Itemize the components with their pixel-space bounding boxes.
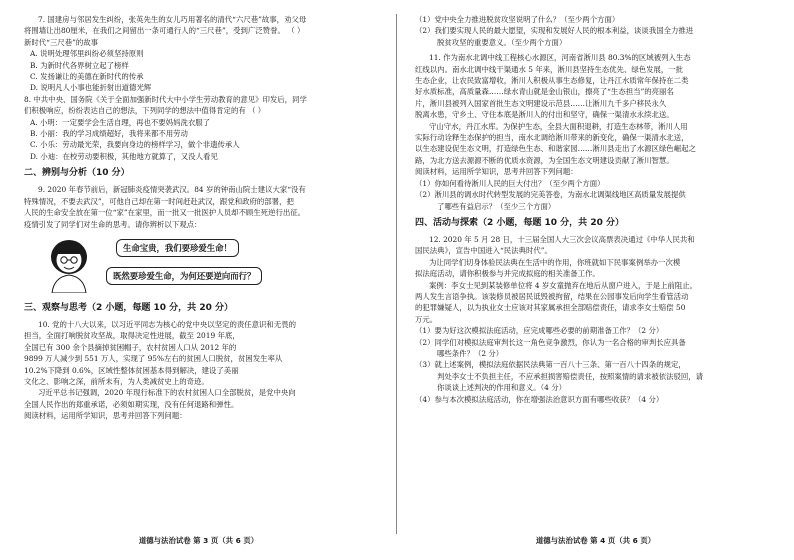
q12-sub-3-cont-1: 判处李女士不负担主任，不应承担损害赔偿责任，按照案情的请求被依法驳回，请	[437, 371, 704, 381]
q10-line-3: 全国已有 300 余个县摘掉贫困帽子，农村贫困人口从 2012 年的	[24, 342, 237, 352]
q9-illustration	[24, 233, 376, 297]
q11-line-5: 片，淅川县被列入国家首批生态文明建设示范县……让淅川九千多户移民永久	[415, 98, 667, 108]
q11-sub-1: （1）你如何看待淅川人民的巨大付出？（至少两个方面）	[415, 178, 605, 188]
q12-sub-2: （2）同学们对模拟法庭审判长这一角色竞争激烈，你认为一名合格的审判长应具备	[415, 337, 686, 347]
section-2-title: 二、辨别与分析（10 分）	[24, 168, 130, 179]
q12-sub-3-cont-2: 你谈谈上述判决的作用和意义。（4 分）	[437, 383, 566, 393]
q11-b-line-4: 路，为北方送去源源不断的优质水资源，为全国生态文明建设贡献了淅川智慧。	[415, 155, 674, 165]
q12-sub-2-cont: 哪些条件？（2 分）	[437, 348, 504, 358]
q11-line-3: 生态企业，让农民致富增收，淅川人积极从事生态修复，让丹江水质常年保持在二类	[415, 76, 689, 86]
student-avatar-icon	[46, 237, 92, 293]
q10-line-5: 10.2%下降到 0.6%，区域性整体贫困基本得到解决，建设了美丽	[24, 365, 239, 375]
q11-sub-2-cont: 了哪些有益启示？（至少三个方面）	[437, 201, 556, 211]
q11-line-2: 红线以内。南水北调中线干渠通水 5 年来，淅川县坚持生态优先、绿色发展，一批	[415, 64, 684, 74]
q12-line-6: 两人发生言语争执。该装修员被居民诋毁被拘留，结果在公园事发后向学生看管活动	[415, 291, 689, 301]
q11-b-line-3: 以生态建设促生态文明，打造绿色生态、和谐家园……淅川县走出了水源区绿色崛起之	[415, 144, 696, 154]
q11-line-6: 脱离水患，守乡土、守住本底是淅川人的付出和坚守，确保一渠清水永续北送。	[415, 110, 674, 120]
q12-line-2: 国民法典》，宣告中国进入“民法典时代”。	[415, 246, 552, 256]
q12-sub-1: （1）要为好这次模拟法庭活动，应完成哪些必要的前期准备工作？（2 分）	[415, 326, 664, 336]
q10-sub-2-cont: 脱贫攻坚的重要意义。（至少两个方面）	[437, 37, 567, 47]
q12-sub-3: （3）就上述案例，模拟法庭依据民法典第一百八十三条、第一百八十四条的规定，	[415, 360, 686, 370]
q7-option-c: C. 发扬谦让的美德在新时代的传承	[30, 72, 144, 82]
q7-line-2: 将围墙让出80厘米，在我们之间留出一条可通行人的“三尺巷”，受到广泛赞誉。 （ ）	[24, 26, 305, 36]
q7-line-3: 新时代“三尺巷”的故事	[24, 37, 99, 47]
q12-line-5: 案例：李女士见到某装修单位将 4 岁女童抛弃在地后从窗户进入，于是上前阻止。	[429, 280, 698, 290]
q9-line-3: 人民的生命安全放在第一位“家”在家里，而一批又一批医护人员却不顾生死逆行出征。	[24, 208, 306, 218]
q8-line-1: 8. 中共中央、国务院《关于全面加强新时代大中小学生劳动教育的意见》印发后，同学	[24, 94, 307, 104]
q8-option-b: B. 小丽：我的学习成绩超好，我将来都不用劳动	[30, 129, 188, 139]
left-page-footer: 道德与法治试卷 第 3 页（共 6 页）	[138, 536, 259, 545]
q8-option-d: D. 小迪：在校劳动要积极，其他地方就算了，又没人看见	[30, 151, 218, 161]
q10-line-1: 10. 党的十八大以来，以习近平同志为核心的党中央以坚定的责任意识和无畏的	[38, 319, 296, 329]
speech-bubble-1: 生命宝贵，我们要珍爱生命！	[116, 239, 239, 257]
speech-bubble-2: 既然要珍爱生命，为何还要逆向而行？	[106, 267, 262, 285]
q9-line-1: 9. 2020 年春节前后，新冠肺炎疫情突袭武汉。84 岁的钟南山院士建议大家“没有	[38, 185, 306, 195]
q7-line-1: 7. 国建房与邻居发生纠纷，张英先生的女儿巧用著名的清代“六尺巷”故事，劝父母	[38, 15, 307, 24]
q11-line-1: 11. 作为南水北调中线工程核心水源区，河南省淅川县 80.3%的区域被列入生态	[429, 53, 691, 63]
right-page	[397, 0, 794, 560]
right-page-footer: 道德与法治试卷 第 4 页（共 6 页）	[535, 536, 656, 545]
q11-sub-2: （2）淅川县的调水时代转型发展的完美答卷，为南水北调渠线地区高质量发展提供	[415, 190, 686, 200]
q10-line-8: 全国人民作出的郑重承诺，必须如期实现，没有任何退路和弹性。	[24, 399, 239, 409]
q9-line-2: 特殊情况，不要去武汉”，可他自己却在第一时间赶赴武汉，跟党和政府的部署，把	[24, 196, 294, 206]
q8-option-c: C. 小乐：劳动最光荣，我要向身边的榜样学习，做个非遗传承人	[30, 140, 240, 150]
q10-sub-2: （2）我们要实现人民的最大愿望，实现和发展好人民的根本利益，谈谈我国全力推进	[415, 26, 694, 36]
q12-line-8: 万元。	[415, 314, 438, 324]
q12-sub-4: （4）参与本次模拟法庭活动，你在增强法治意识方面有哪些收获？（4 分）	[415, 394, 664, 404]
q8-line-2: 们积极响应，纷纷表达自己的想法，下列同学的想法中值得肯定的有 （ ）	[24, 106, 266, 116]
q10-line-7: 习近平总书记强调，2020 年现行标准下的农村贫困人口全部脱贫，是党中央向	[38, 388, 296, 398]
q12-line-3: 为让同学们切身体验民法典在生活中的作用，你班就如下民事案例举办一次模	[429, 257, 681, 267]
q12-line-4: 拟法庭活动，请你积极参与并完成拟庭的相关准备工作。	[415, 269, 600, 279]
q11-prompt: 阅读材料，运用所学知识，思考并回答下列问题：	[415, 167, 578, 177]
right-column	[415, 14, 775, 405]
q12-line-1: 12. 2020 年 5 月 28 日，十三届全国人大三次会议高票表决通过《中华人民共和	[429, 234, 695, 244]
left-column	[24, 14, 376, 422]
q10-sub-1: （1）党中央全力推进脱贫攻坚说明了什么？（至少两个方面）	[415, 15, 620, 24]
q11-b-line-1: 守山守水，丹江水库。为保护生态，全县大面积退耕，打造生态林带，淅川人用	[429, 121, 688, 131]
q10-prompt: 阅读材料，运用所学知识，思考并回答下列问题：	[24, 411, 187, 421]
q11-b-line-2: 实际行动诠释生态保护的担当，南水北调给淅川带来的新变化，确保一渠清水北送，	[415, 133, 689, 143]
q10-line-6: 文化之、影响之深，前所未有，为人类减贫史上的奇迹。	[24, 376, 209, 386]
q10-line-4: 9899 万人减少到 551 万人，实现了 95%左右的贫困人口脱贫，贫困发生率从	[24, 354, 283, 364]
q9-line-4: 疫情引发了同学们对生命的思考。请你辨析以下观点：	[24, 219, 202, 229]
q7-option-d: D. 说明凡人小事也能折射出道德光辉	[30, 83, 152, 93]
q8-option-a: A. 小明：一定要学会生活自理，再也不要妈妈洗衣服了	[30, 117, 211, 127]
section-4-title: 四、活动与探索（2 小题，每题 10 分，共 20 分）	[415, 217, 624, 228]
q12-line-7: 的犯罪嫌疑人，以为执业女士应该对其家属承担全部赔偿责任，请求李女士赔偿 50	[415, 303, 686, 313]
section-3-title: 三、观察与思考（2 小题，每题 10 分，共 20 分）	[24, 302, 233, 313]
q7-option-b: B. 为新时代各界树立起了榜样	[30, 60, 129, 70]
q11-line-4: 好水质标准，高质量森……绿水青山就是金山银山，擦亮了“生态担当”的亮丽名	[415, 87, 674, 97]
q10-line-2: 担当，全面打响脱贫攻坚战，取得决定性进展，截至 2019 年底，	[24, 331, 240, 341]
q7-option-a: A. 说明处理邻里纠纷必须坚持原则	[30, 49, 144, 59]
